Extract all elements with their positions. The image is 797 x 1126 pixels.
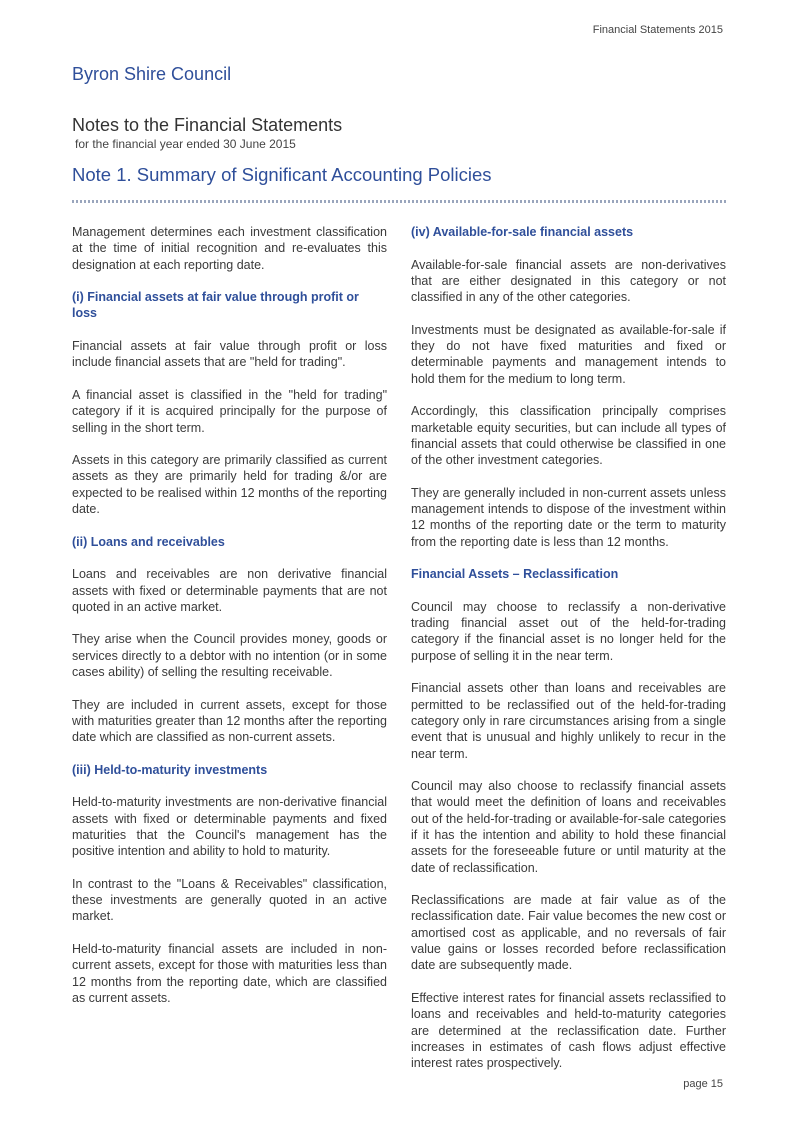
section-heading: (ii) Loans and receivables bbox=[72, 534, 225, 549]
page-number: page 15 bbox=[683, 1078, 723, 1090]
paragraph: Held-to-maturity investments are non-derivative financial assets with fixed or determinable payments and fixed maturities that the Council's management has the positive intention and ability to hold to maturity. bbox=[72, 795, 387, 859]
paragraph: They are included in current assets, except for those with maturities greater than 12 months after the reporting date which are classified as non-current assets. bbox=[72, 697, 387, 745]
paragraph: Accordingly, this classification principally comprises marketable equity securities, but can include all types of financial assets that could otherwise be classified in one of the other investment categories. bbox=[411, 404, 726, 468]
organisation-name: Byron Shire Council bbox=[72, 64, 232, 84]
paragraph: Effective interest rates for financial assets reclassified to loans and receivables and held-to-maturity categories are determined at the reclassification date. Further increases in estimates of cash flows adjust effective interest rates prospectively. bbox=[411, 990, 726, 1071]
notes-subtitle: for the financial year ended 30 June 2015 bbox=[75, 137, 296, 151]
document-title: Financial Statements 2015 bbox=[592, 24, 723, 36]
section-heading: (i) Financial assets at fair value through profit or loss bbox=[72, 290, 359, 321]
paragraph: Management determines each investment classification at the time of initial recognition and re-evaluates this designation at each reporting date. bbox=[72, 225, 387, 272]
paragraph: Assets in this category are primarily classified as current assets as they are primarily held for trading &/or are expected to be realised within 12 months of the reporting date. bbox=[72, 453, 387, 517]
left-column bbox=[72, 224, 387, 1023]
paragraph: Loans and receivables are non derivative financial assets with fixed or determinable payments that are not quoted in an active market. bbox=[72, 567, 387, 614]
paragraph: They arise when the Council provides money, goods or services directly to a debtor with no intention (or in some cases ability) of selling the resulting receivable. bbox=[72, 632, 387, 680]
paragraph: In contrast to the "Loans & Receivables" classification, these investments are generally quoted in an active market. bbox=[72, 876, 387, 924]
paragraph: Available-for-sale financial assets are non-derivatives that are either designated in this category or not classified in any of the other categories. bbox=[411, 257, 726, 305]
paragraph: Reclassifications are made at fair value as of the reclassification date. Fair value becomes the new cost or amortised cost as applicable, and no reversals of fair value gains or losses recorded before reclassification date are subsequently made. bbox=[411, 893, 726, 973]
notes-title: Notes to the Financial Statements bbox=[72, 115, 343, 135]
paragraph: Financial assets at fair value through profit or loss include financial assets that are "held for trading". bbox=[72, 339, 387, 370]
paragraph: Council may choose to reclassify a non-derivative trading financial asset out of the held-for-trading category if the financial asset is no longer held for the purpose of selling it in the near term. bbox=[411, 599, 726, 663]
right-column bbox=[411, 224, 726, 1088]
paragraph: Financial assets other than loans and receivables are permitted to be reclassified out of the held-for-trading category only in rare circumstances arising from a single event that is unusual and highly unlikely to recur in the near term. bbox=[411, 681, 726, 761]
note-heading: Note 1. Summary of Significant Accounting Policies bbox=[72, 164, 492, 185]
paragraph: They are generally included in non-current assets unless management intends to dispose of the investment within 12 months of the reporting date or the term to maturity from the reporting date is less than 12 months. bbox=[411, 485, 726, 549]
paragraph: A financial asset is classified in the "held for trading" category if it is acquired principally for the purpose of selling in the short term. bbox=[72, 387, 387, 435]
paragraph: Investments must be designated as available-for-sale if they do not have fixed maturities and fixed or determinable payments and management intends to hold them for the medium to long term. bbox=[411, 322, 726, 386]
section-heading: (iii) Held-to-maturity investments bbox=[72, 762, 268, 777]
heading-divider bbox=[72, 200, 727, 203]
paragraph: Council may also choose to reclassify financial assets that would meet the definition of loans and receivables out of the held-for-trading or available-for-sale categories if it has the intention and ability to hold these financial assets for the foreseeable future or until maturity at the date of reclassification. bbox=[411, 779, 726, 875]
section-heading: Financial Assets – Reclassification bbox=[411, 567, 619, 582]
paragraph: Held-to-maturity financial assets are included in non-current assets, except for those with maturities less than 12 months from the reporting date, which are classified as current assets. bbox=[72, 942, 387, 1005]
section-heading: (iv) Available-for-sale financial assets bbox=[411, 225, 634, 239]
